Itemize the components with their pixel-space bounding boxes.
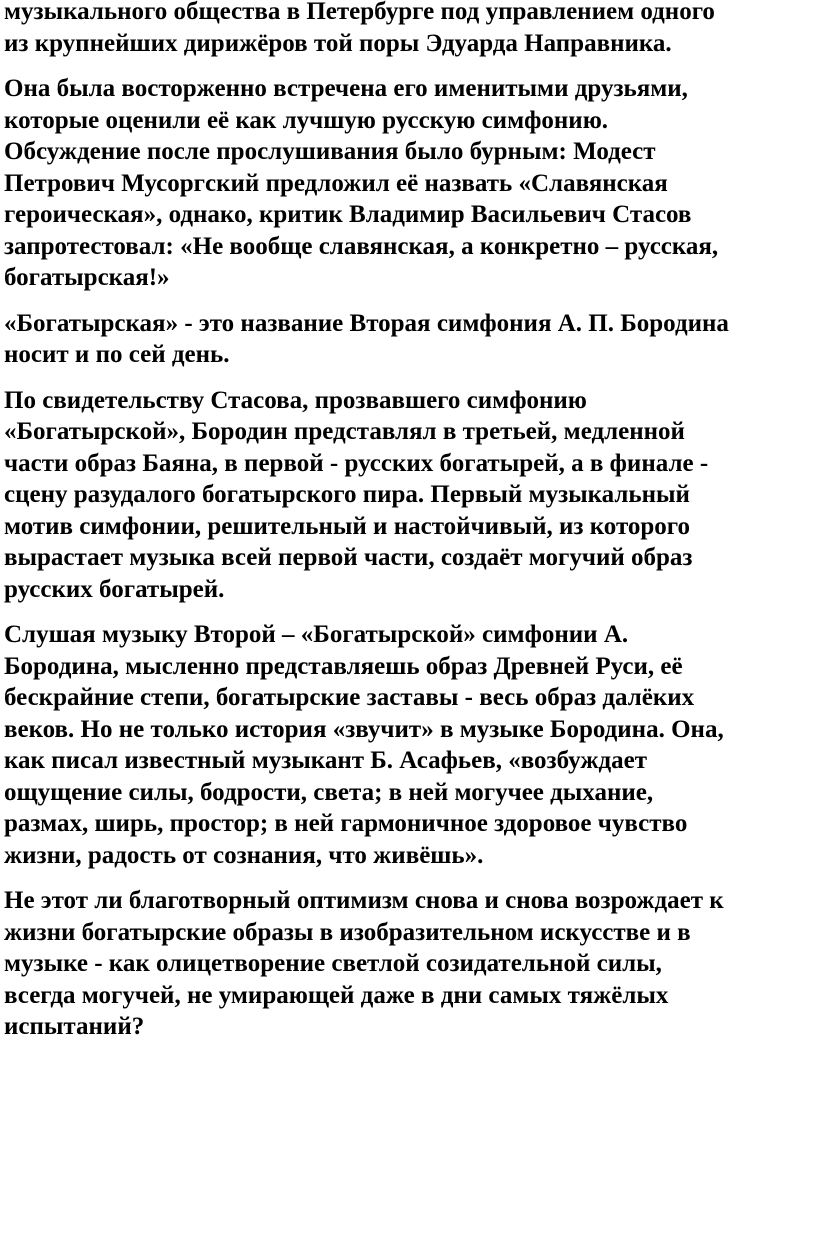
text-line: бескрайние степи, богатырские заставы - весь образ далёких [4,684,695,711]
text-line: запротестовал: «Не вообще славянская, а конкретно – русская, [4,232,719,260]
text-line: всегда могучей, не умирающей даже в дни самых тяжёлых [4,981,669,1009]
text-line: «Богатырской», Бородин представлял в третьей, медленной [4,418,685,445]
text-line: музыке - как олицетворение светлой созидательной силы, [4,950,662,977]
text-line: Обсуждение после прослушивания было бурным: Модест [4,138,656,165]
paragraph-5 [4,619,812,871]
text-line: русских богатырей. [4,575,225,603]
text-line: Бородина, мысленно представляешь образ Древней Руси, её [4,652,683,680]
text-line: Петрович Мусоргский предложил её назвать «Славянская [4,169,668,197]
text-line: Слушая музыку Второй – «Богатырской» симфонии А. [4,621,629,648]
text-line: жизни, радость от сознания, что живёшь». [4,841,484,869]
text-line: музыкального общества в Петербурге под управлением одного [4,0,715,25]
text-line: мотив симфонии, решительный и настойчивый, из которого [4,512,691,540]
text-line: размах, ширь, простор; в ней гармоничное здоровое чувство [4,810,688,837]
text-line: испытаний? [4,1013,145,1040]
paragraph-2 [4,73,812,294]
paragraph-3 [4,308,812,371]
text-line: «Богатырская» - это название Вторая симфония А. П. Бородина [4,309,729,337]
paragraph-1 [4,0,812,59]
paragraph-4 [4,385,812,606]
text-line: По свидетельству Стасова, прозвавшего симфонию [4,386,587,414]
text-line: Она была восторженно встречена его именитыми друзьями, [4,75,688,102]
text-line: веков. Но не только история «звучит» в музыке Бородина. Она, [4,715,724,743]
text-line: которые оценили её как лучшую русскую симфонию. [4,106,609,134]
paragraph-6 [4,885,812,1043]
text-line: носит и по сей день. [4,341,230,368]
text-line: сцену разудалого богатырского пира. Первый музыкальный [4,481,690,508]
text-line: из крупнейших дирижёров той поры Эдуарда Направника. [4,29,672,57]
document-body [4,0,812,1057]
text-line: Не этот ли благотворный оптимизм снова и снова возрождает к [4,887,724,914]
text-line: жизни богатырские образы в изобразительном искусстве и в [4,918,691,946]
text-line: части образ Баяна, в первой - русских богатырей, а в финале - [4,449,709,477]
text-line: вырастает музыка всей первой части, создаёт могучий образ [4,544,693,571]
text-line: как писал известный музыкант Б. Асафьев, «возбуждает [4,747,647,774]
text-line: ощущение силы, бодрости, света; в ней могучее дыхание, [4,778,654,806]
text-line: богатырская!» [4,264,170,291]
text-line: героическая», однако, критик Владимир Васильевич Стасов [4,201,692,228]
